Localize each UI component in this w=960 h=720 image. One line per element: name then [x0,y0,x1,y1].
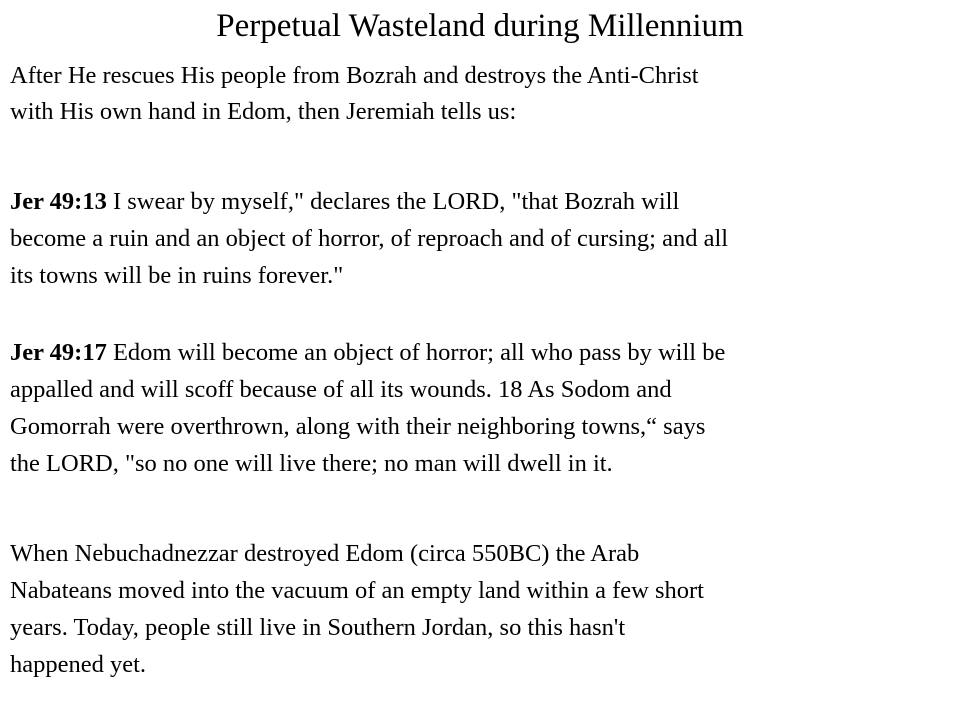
intro-paragraph [10,58,955,130]
text-line: After He rescues His people from Bozrah and destroys the Anti-Christ [10,62,699,89]
verse-text: I swear by myself," declares the LORD, "that Bozrah will [106,188,680,215]
text-line: Nabateans moved into the vacuum of an empty land within a few short [10,577,704,604]
text-line: happened yet. [10,651,147,678]
text-line [10,183,955,220]
text-line: Gomorrah were overthrown, along with their neighboring towns,“ says [10,413,706,440]
jer-49-17-paragraph [10,334,955,482]
slide-title: Perpetual Wasteland during Millennium [216,8,744,44]
text-line: appalled and will scoff because of all its wounds. 18 As Sodom and [10,376,672,403]
text-line: with His own hand in Edom, then Jeremiah tells us: [10,98,517,125]
text-line: When Nebuchadnezzar destroyed Edom (circa 550BC) the Arab [10,540,640,567]
history-paragraph [10,535,955,683]
verse-reference: Jer 49:13 [10,188,107,215]
text-line: the LORD, "so no one will live there; no man will dwell in it. [10,450,613,477]
text-line: years. Today, people still live in Southern Jordan, so this hasn't [10,614,626,641]
verse-reference: Jer 49:17 [10,339,107,366]
verse-text: Edom will become an object of horror; all who pass by will be [106,339,726,366]
text-line [10,334,955,371]
jer-49-13-paragraph [10,183,955,294]
text-line: its towns will be in ruins forever." [10,262,344,289]
text-line: become a ruin and an object of horror, of reproach and of cursing; and all [10,225,729,252]
